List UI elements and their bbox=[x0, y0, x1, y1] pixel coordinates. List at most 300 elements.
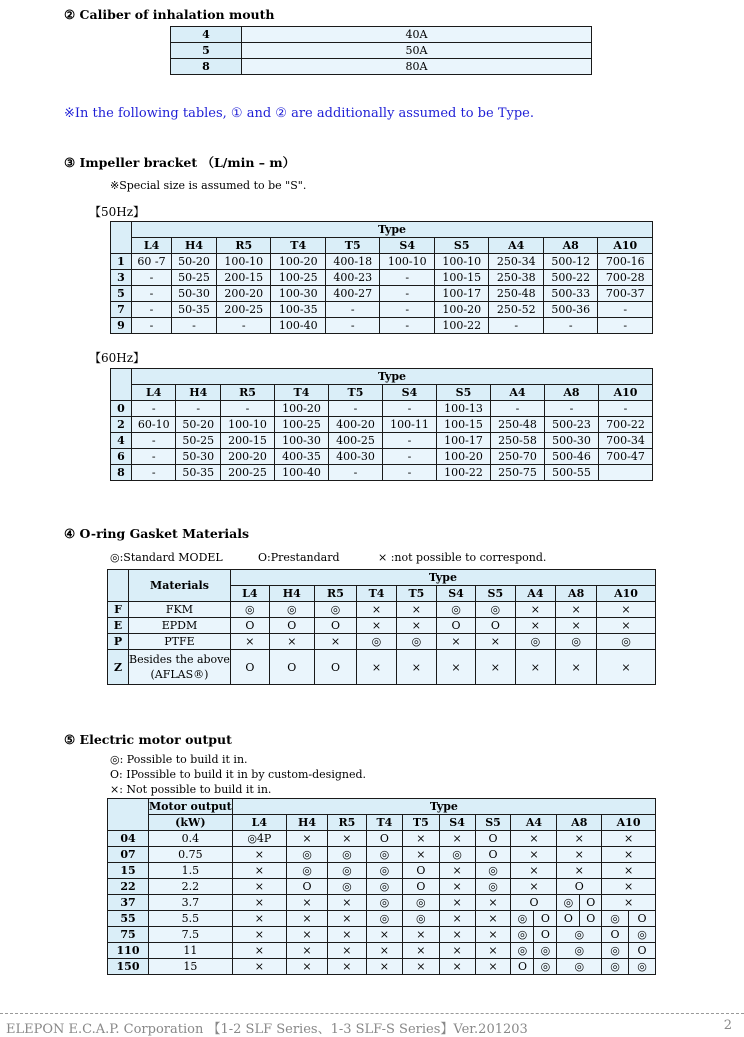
table-cell: × bbox=[602, 863, 656, 879]
motor-heading: ⑤ Electric motor output bbox=[64, 732, 232, 747]
table-cell: 100-25 bbox=[271, 270, 326, 286]
column-header: L4 bbox=[132, 238, 172, 254]
table-row bbox=[108, 634, 656, 650]
table-cell: 200-15 bbox=[220, 433, 274, 449]
row-code: 2 bbox=[111, 417, 132, 433]
table-cell: O bbox=[511, 959, 534, 975]
column-header: A10 bbox=[598, 385, 652, 401]
table-row bbox=[111, 417, 653, 433]
row-code: E bbox=[108, 618, 129, 634]
column-header: T4 bbox=[274, 385, 328, 401]
table-cell: ◎ bbox=[511, 927, 534, 943]
material-cell bbox=[129, 650, 231, 685]
material-name: Besides the above bbox=[129, 653, 230, 666]
table-cell: O bbox=[557, 879, 602, 895]
table-row bbox=[108, 602, 656, 618]
table-cell: O bbox=[534, 927, 557, 943]
table-cell: 50-20 bbox=[172, 254, 217, 270]
table-cell: ◎ bbox=[357, 634, 397, 650]
table-cell: 250-34 bbox=[489, 254, 544, 270]
table-cell: × bbox=[328, 895, 367, 911]
table-row bbox=[108, 650, 656, 685]
table-row bbox=[111, 465, 653, 481]
table-cell: 60 -7 bbox=[132, 254, 172, 270]
table-cell: 100-17 bbox=[436, 433, 490, 449]
row-code: 4 bbox=[111, 433, 132, 449]
type-header: Type bbox=[132, 369, 653, 385]
table-cell: 50-25 bbox=[172, 270, 217, 286]
table-cell: O bbox=[366, 831, 402, 847]
table-cell: O bbox=[602, 927, 629, 943]
table-cell: ◎ bbox=[515, 634, 556, 650]
header-row bbox=[111, 385, 653, 401]
table-cell: × bbox=[403, 927, 439, 943]
table-cell: 100-10 bbox=[434, 254, 489, 270]
table-cell: ◎ bbox=[286, 847, 327, 863]
table-cell: 50-35 bbox=[176, 465, 220, 481]
table-cell: - bbox=[132, 433, 176, 449]
table-cell: - bbox=[325, 302, 380, 318]
table-cell: 500-22 bbox=[543, 270, 598, 286]
table-cell: × bbox=[556, 602, 597, 618]
table-cell: × bbox=[511, 831, 557, 847]
gasket-table bbox=[107, 569, 656, 685]
table-cell: ◎ bbox=[602, 943, 629, 959]
row-code: 1 bbox=[111, 254, 132, 270]
table-cell: 400-30 bbox=[328, 449, 382, 465]
table-row bbox=[108, 911, 656, 927]
table-cell: 250-58 bbox=[490, 433, 544, 449]
table-cell: × bbox=[439, 959, 475, 975]
table-cell: - bbox=[544, 401, 598, 417]
table-cell: × bbox=[476, 634, 515, 650]
material-name: PTFE bbox=[164, 635, 195, 648]
column-header: T5 bbox=[325, 238, 380, 254]
caliber-code: 4 bbox=[171, 27, 242, 43]
blank-header bbox=[111, 369, 132, 401]
table-cell: ◎ bbox=[366, 895, 402, 911]
caliber-code: 5 bbox=[171, 43, 242, 59]
table-cell: O bbox=[511, 895, 557, 911]
row-code: 07 bbox=[108, 847, 149, 863]
column-header: R5 bbox=[216, 238, 271, 254]
table-cell: × bbox=[286, 927, 327, 943]
table-row bbox=[171, 27, 592, 43]
table-cell: × bbox=[557, 831, 602, 847]
table-cell: - bbox=[132, 465, 176, 481]
table-cell: × bbox=[286, 831, 327, 847]
table-row bbox=[108, 863, 656, 879]
table-row bbox=[111, 318, 653, 334]
table-cell: - bbox=[543, 318, 598, 334]
table-cell: - bbox=[489, 318, 544, 334]
row-code: 5 bbox=[111, 286, 132, 302]
table-cell: 100-22 bbox=[436, 465, 490, 481]
table-cell: ◎ bbox=[475, 863, 511, 879]
type-header: Type bbox=[230, 570, 655, 586]
table-cell: × bbox=[403, 847, 439, 863]
impeller-heading: ③ Impeller bracket （L/min – m） bbox=[64, 155, 296, 170]
table-cell: - bbox=[132, 270, 172, 286]
table-cell: 700-37 bbox=[598, 286, 653, 302]
table-cell: - bbox=[598, 401, 652, 417]
table-cell: × bbox=[602, 831, 656, 847]
column-header: T5 bbox=[396, 586, 436, 602]
table-cell: × bbox=[511, 863, 557, 879]
hz60-label: 【60Hz】 bbox=[89, 351, 146, 365]
table-cell: × bbox=[602, 879, 656, 895]
table-cell: O bbox=[314, 618, 356, 634]
table-cell: × bbox=[439, 911, 475, 927]
row-code: 75 bbox=[108, 927, 149, 943]
table-cell: × bbox=[286, 895, 327, 911]
table-cell: ◎ bbox=[366, 879, 402, 895]
table-cell: ◎ bbox=[366, 847, 402, 863]
table-cell: O bbox=[286, 879, 327, 895]
column-header: A4 bbox=[490, 385, 544, 401]
material-name-detail: (AFLAS®) bbox=[150, 668, 209, 681]
table-cell: 50-25 bbox=[176, 433, 220, 449]
header-row bbox=[108, 570, 656, 586]
motor-output-value: 2.2 bbox=[149, 879, 233, 895]
table-cell: × bbox=[269, 634, 314, 650]
table-cell: O bbox=[230, 618, 269, 634]
header-row bbox=[111, 238, 653, 254]
table-cell: - bbox=[382, 449, 436, 465]
materials-header: Materials bbox=[129, 570, 231, 602]
table-cell: × bbox=[439, 863, 475, 879]
motor-output-value: 3.7 bbox=[149, 895, 233, 911]
table-cell: × bbox=[232, 863, 286, 879]
table-cell: 250-70 bbox=[490, 449, 544, 465]
table-cell: ◎ bbox=[328, 863, 367, 879]
motor-legend-not-possible: ×: Not possible to build it in. bbox=[110, 783, 272, 796]
material-cell bbox=[129, 618, 231, 634]
table-cell: - bbox=[325, 318, 380, 334]
table-cell: × bbox=[515, 618, 556, 634]
column-header: A8 bbox=[556, 586, 597, 602]
table-row bbox=[108, 927, 656, 943]
row-code: Z bbox=[108, 650, 129, 685]
caliber-heading: ② Caliber of inhalation mouth bbox=[64, 7, 275, 22]
table-cell: × bbox=[232, 895, 286, 911]
table-cell: 500-55 bbox=[544, 465, 598, 481]
table-cell: ◎ bbox=[439, 847, 475, 863]
table-cell: 100-10 bbox=[216, 254, 271, 270]
row-code: 15 bbox=[108, 863, 149, 879]
row-code: 3 bbox=[111, 270, 132, 286]
caliber-code: 8 bbox=[171, 59, 242, 75]
table-row bbox=[108, 831, 656, 847]
table-cell: O bbox=[230, 650, 269, 685]
table-cell: × bbox=[597, 618, 656, 634]
table-cell: × bbox=[328, 911, 367, 927]
table-cell: × bbox=[597, 650, 656, 685]
column-header: R5 bbox=[328, 815, 367, 831]
table-cell: × bbox=[286, 959, 327, 975]
column-header: S5 bbox=[476, 586, 515, 602]
table-cell: ◎ bbox=[629, 927, 656, 943]
table-cell: × bbox=[403, 959, 439, 975]
table-cell: 200-20 bbox=[220, 449, 274, 465]
table-cell: 500-36 bbox=[543, 302, 598, 318]
table-cell: × bbox=[556, 618, 597, 634]
table-cell: ◎ bbox=[366, 863, 402, 879]
column-header: T4 bbox=[366, 815, 402, 831]
table-cell: × bbox=[403, 943, 439, 959]
table-row bbox=[111, 302, 653, 318]
row-code: 9 bbox=[111, 318, 132, 334]
table-cell: - bbox=[382, 433, 436, 449]
unit-header: (kW) bbox=[149, 815, 233, 831]
table-cell: - bbox=[132, 302, 172, 318]
table-cell: × bbox=[436, 650, 475, 685]
table-cell: O bbox=[436, 618, 475, 634]
column-header: A4 bbox=[511, 815, 557, 831]
table-cell: ◎ bbox=[557, 943, 602, 959]
row-code: P bbox=[108, 634, 129, 650]
table-cell: × bbox=[357, 602, 397, 618]
table-cell: ◎ bbox=[597, 634, 656, 650]
table-cell: - bbox=[172, 318, 217, 334]
table-cell: ◎ bbox=[230, 602, 269, 618]
table-cell: - bbox=[598, 302, 653, 318]
table-cell: × bbox=[357, 618, 397, 634]
gasket-legend-not-possible: × :not possible to correspond. bbox=[378, 551, 547, 564]
row-code: 37 bbox=[108, 895, 149, 911]
table-cell: × bbox=[328, 943, 367, 959]
table-cell: 700-47 bbox=[598, 449, 652, 465]
impeller-60hz-table bbox=[110, 368, 653, 481]
table-cell: × bbox=[511, 847, 557, 863]
table-cell: - bbox=[216, 318, 271, 334]
table-cell: O bbox=[475, 831, 511, 847]
motor-output-value: 11 bbox=[149, 943, 233, 959]
table-cell: ◎ bbox=[557, 895, 580, 911]
table-cell: 100-20 bbox=[274, 401, 328, 417]
row-code: 7 bbox=[111, 302, 132, 318]
table-cell: × bbox=[515, 602, 556, 618]
table-cell: ◎ bbox=[286, 863, 327, 879]
table-cell: - bbox=[132, 318, 172, 334]
row-code: 22 bbox=[108, 879, 149, 895]
motor-legend-possible: ◎: Possible to build it in. bbox=[110, 753, 248, 766]
table-cell: - bbox=[380, 302, 435, 318]
column-header: S4 bbox=[380, 238, 435, 254]
table-row bbox=[111, 433, 653, 449]
column-header: T5 bbox=[403, 815, 439, 831]
table-cell: - bbox=[490, 401, 544, 417]
table-cell: × bbox=[232, 911, 286, 927]
table-cell: 60-10 bbox=[132, 417, 176, 433]
table-cell: O bbox=[269, 618, 314, 634]
table-cell: O bbox=[403, 863, 439, 879]
footer-text: ELEPON E.C.A.P. Corporation 【1-2 SLF Series、1-3 SLF-S Series】Ver.201203 bbox=[6, 1022, 528, 1037]
table-cell: - bbox=[598, 318, 653, 334]
table-cell: 100-22 bbox=[434, 318, 489, 334]
table-cell: × bbox=[511, 879, 557, 895]
table-row bbox=[108, 959, 656, 975]
column-header: A4 bbox=[515, 586, 556, 602]
table-cell: ◎ bbox=[436, 602, 475, 618]
blank-header bbox=[108, 799, 149, 831]
column-header: H4 bbox=[172, 238, 217, 254]
table-cell: 200-25 bbox=[216, 302, 271, 318]
table-cell: 700-34 bbox=[598, 433, 652, 449]
table-cell: 500-33 bbox=[543, 286, 598, 302]
table-row bbox=[171, 43, 592, 59]
header-row bbox=[108, 815, 656, 831]
table-cell: ◎ bbox=[557, 927, 602, 943]
table-cell: × bbox=[439, 895, 475, 911]
motor-output-value: 1.5 bbox=[149, 863, 233, 879]
motor-output-value: 0.75 bbox=[149, 847, 233, 863]
row-code: 8 bbox=[111, 465, 132, 481]
table-row bbox=[111, 270, 653, 286]
column-header: H4 bbox=[269, 586, 314, 602]
table-cell: 50-20 bbox=[176, 417, 220, 433]
special-size-note: ※Special size is assumed to be "S". bbox=[110, 179, 307, 192]
table-cell: × bbox=[366, 927, 402, 943]
row-code: 04 bbox=[108, 831, 149, 847]
table-cell: ◎ bbox=[366, 911, 402, 927]
gasket-legend-standard: ◎:Standard MODEL bbox=[110, 551, 223, 564]
column-header: T4 bbox=[271, 238, 326, 254]
table-cell: 100-10 bbox=[220, 417, 274, 433]
row-code: F bbox=[108, 602, 129, 618]
table-cell: ◎ bbox=[534, 943, 557, 959]
table-cell: × bbox=[232, 879, 286, 895]
blank-header bbox=[108, 570, 129, 602]
table-cell: - bbox=[132, 449, 176, 465]
table-cell: × bbox=[602, 847, 656, 863]
table-cell: 100-15 bbox=[436, 417, 490, 433]
row-code: 55 bbox=[108, 911, 149, 927]
table-cell: - bbox=[380, 318, 435, 334]
table-cell: × bbox=[475, 959, 511, 975]
table-cell: ◎ bbox=[602, 911, 629, 927]
table-cell: - bbox=[380, 286, 435, 302]
page-number: 2 bbox=[723, 1018, 732, 1033]
blank-header bbox=[111, 222, 132, 254]
table-cell: 250-38 bbox=[489, 270, 544, 286]
table-cell: 700-22 bbox=[598, 417, 652, 433]
table-cell: × bbox=[439, 927, 475, 943]
column-header: L4 bbox=[232, 815, 286, 831]
table-cell: × bbox=[597, 602, 656, 618]
column-header: L4 bbox=[230, 586, 269, 602]
column-header: A8 bbox=[543, 238, 598, 254]
table-cell: ◎ bbox=[476, 602, 515, 618]
table-row bbox=[111, 286, 653, 302]
row-code: 6 bbox=[111, 449, 132, 465]
table-cell: O bbox=[475, 847, 511, 863]
table-cell: × bbox=[439, 943, 475, 959]
column-header: L4 bbox=[132, 385, 176, 401]
table-cell: × bbox=[396, 602, 436, 618]
table-cell: 400-20 bbox=[328, 417, 382, 433]
table-cell: 50-30 bbox=[172, 286, 217, 302]
table-cell: × bbox=[602, 895, 656, 911]
table-cell: ◎ bbox=[403, 911, 439, 927]
motor-table bbox=[107, 798, 656, 975]
table-row bbox=[108, 879, 656, 895]
table-cell: 100-30 bbox=[274, 433, 328, 449]
table-cell: - bbox=[176, 401, 220, 417]
row-code: 0 bbox=[111, 401, 132, 417]
table-cell: × bbox=[396, 650, 436, 685]
table-cell: ◎ bbox=[403, 895, 439, 911]
table-cell: ◎ bbox=[556, 634, 597, 650]
table-cell: ◎ bbox=[629, 959, 656, 975]
row-code: 110 bbox=[108, 943, 149, 959]
material-cell bbox=[129, 634, 231, 650]
table-cell: × bbox=[328, 831, 367, 847]
column-header: R5 bbox=[220, 385, 274, 401]
table-cell: ◎ bbox=[511, 943, 534, 959]
table-cell: O bbox=[534, 911, 557, 927]
table-cell: 100-20 bbox=[436, 449, 490, 465]
table-cell: 100-35 bbox=[271, 302, 326, 318]
table-cell: × bbox=[556, 650, 597, 685]
table-cell: 100-20 bbox=[434, 302, 489, 318]
table-row bbox=[108, 943, 656, 959]
table-cell: × bbox=[475, 927, 511, 943]
table-cell: 500-12 bbox=[543, 254, 598, 270]
material-cell bbox=[129, 602, 231, 618]
table-cell: - bbox=[328, 401, 382, 417]
motor-output-value: 15 bbox=[149, 959, 233, 975]
type-header: Type bbox=[232, 799, 655, 815]
table-cell: O bbox=[403, 879, 439, 895]
table-cell: 400-27 bbox=[325, 286, 380, 302]
table-cell: - bbox=[328, 465, 382, 481]
column-header: T5 bbox=[328, 385, 382, 401]
table-cell: ◎4P bbox=[232, 831, 286, 847]
table-cell: × bbox=[232, 959, 286, 975]
table-cell: 200-20 bbox=[216, 286, 271, 302]
column-header: S4 bbox=[439, 815, 475, 831]
table-cell: O bbox=[629, 911, 656, 927]
table-cell: × bbox=[232, 943, 286, 959]
header-row bbox=[111, 369, 653, 385]
table-cell: × bbox=[476, 650, 515, 685]
gasket-heading: ④ O-ring Gasket Materials bbox=[64, 526, 250, 541]
table-cell: O bbox=[476, 618, 515, 634]
table-cell: - bbox=[382, 401, 436, 417]
column-header: A10 bbox=[602, 815, 656, 831]
column-header: A8 bbox=[557, 815, 602, 831]
column-header: A8 bbox=[544, 385, 598, 401]
table-cell: 250-48 bbox=[489, 286, 544, 302]
column-header: T4 bbox=[357, 586, 397, 602]
column-header: A10 bbox=[598, 238, 653, 254]
caliber-size: 50A bbox=[242, 43, 592, 59]
table-cell: - bbox=[382, 465, 436, 481]
table-cell: - bbox=[132, 286, 172, 302]
table-cell: 100-10 bbox=[380, 254, 435, 270]
table-cell: ◎ bbox=[602, 959, 629, 975]
type-note: ※In the following tables, ① and ② are additionally assumed to be Type. bbox=[64, 106, 534, 121]
row-code: 150 bbox=[108, 959, 149, 975]
table-cell: × bbox=[436, 634, 475, 650]
table-cell: 500-23 bbox=[544, 417, 598, 433]
table-cell: × bbox=[557, 847, 602, 863]
material-name: FKM bbox=[165, 603, 194, 616]
table-row bbox=[111, 449, 653, 465]
table-row bbox=[108, 847, 656, 863]
table-cell: 700-28 bbox=[598, 270, 653, 286]
